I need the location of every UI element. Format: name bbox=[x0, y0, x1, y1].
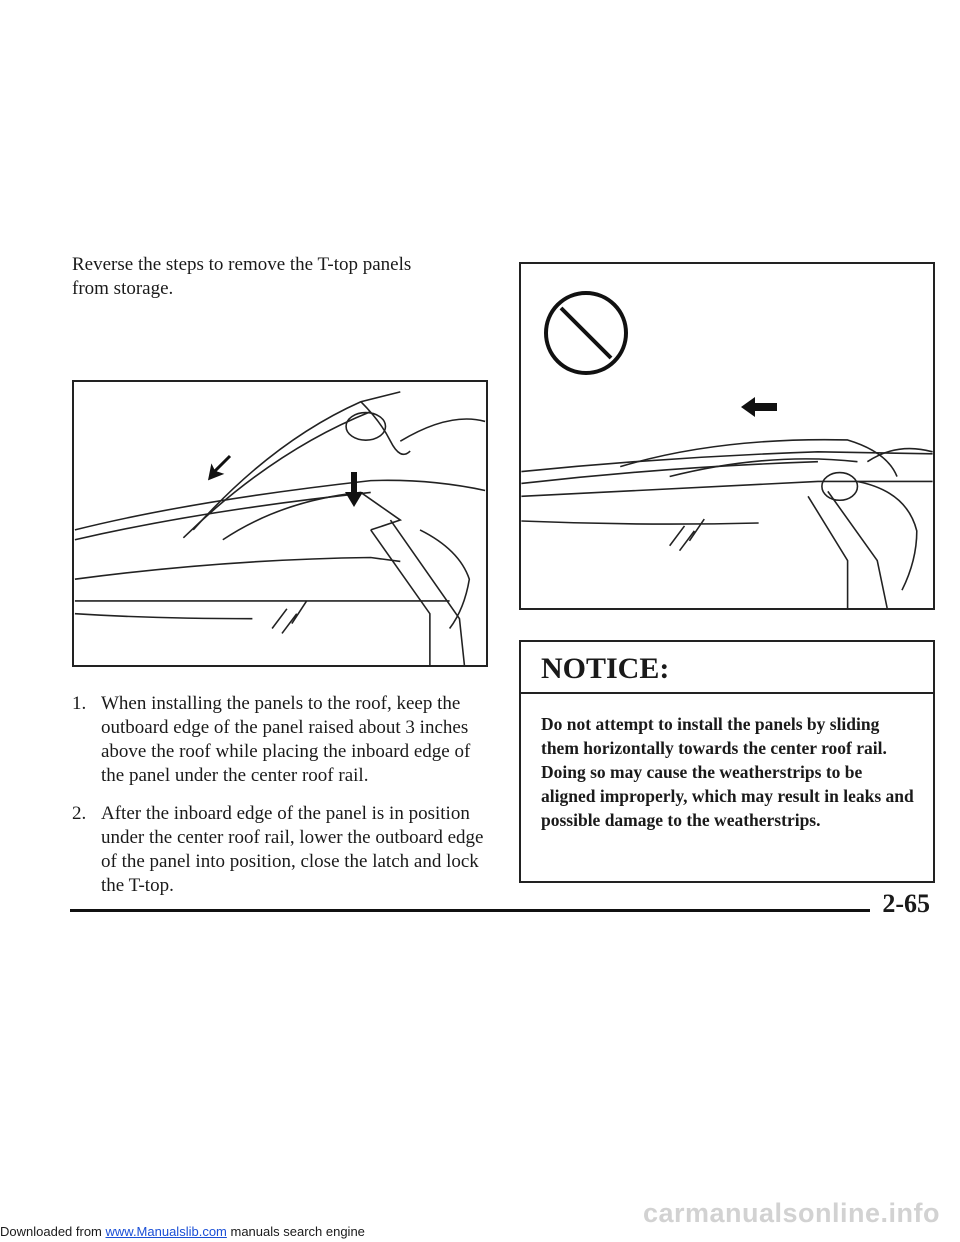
step-number: 1. bbox=[72, 693, 87, 714]
notice-title: NOTICE: bbox=[521, 642, 933, 694]
page-number: 2-65 bbox=[882, 889, 930, 918]
notice-box bbox=[519, 640, 935, 883]
step-number: 2. bbox=[72, 803, 87, 824]
arrow-down-left-icon bbox=[204, 452, 234, 482]
incorrect-install-illustration bbox=[519, 262, 935, 610]
footer-rule bbox=[70, 909, 870, 912]
step-text: After the inboard edge of the panel is in position under the center roof rail, lower the outboard edge of the panel into position, close the latch and lock the T-top. bbox=[101, 803, 484, 896]
prohibited-icon bbox=[541, 288, 631, 378]
install-illustration bbox=[72, 380, 488, 667]
notice-body: Do not attempt to install the panels by sliding them horizontally towards the center roof rail. Doing so may cause the weatherstrips to be aligned improperly, which may result in leaks and possible damage to the weatherstrips. bbox=[541, 714, 914, 830]
arrow-left-icon bbox=[741, 396, 777, 418]
download-footer bbox=[0, 1222, 960, 1242]
intro-paragraph: Reverse the steps to remove the T-top panels from storage. bbox=[72, 254, 412, 299]
arrow-down-icon bbox=[344, 472, 364, 508]
watermark: carmanualsonline.info bbox=[642, 1198, 940, 1228]
step-text: When installing the panels to the roof, keep the outboard edge of the panel raised about 3 inches above the roof while placing the inboard edge of the panel under the center roof rail. bbox=[101, 693, 471, 786]
footer-prefix: Downloaded from bbox=[0, 1224, 106, 1239]
manualslib-link[interactable]: www.Manualslib.com bbox=[105, 1224, 227, 1239]
footer-suffix: manuals search engine bbox=[226, 1224, 365, 1239]
step-item bbox=[72, 692, 492, 788]
install-drawing bbox=[74, 382, 486, 665]
step-item bbox=[72, 802, 492, 898]
installation-steps bbox=[72, 692, 492, 912]
